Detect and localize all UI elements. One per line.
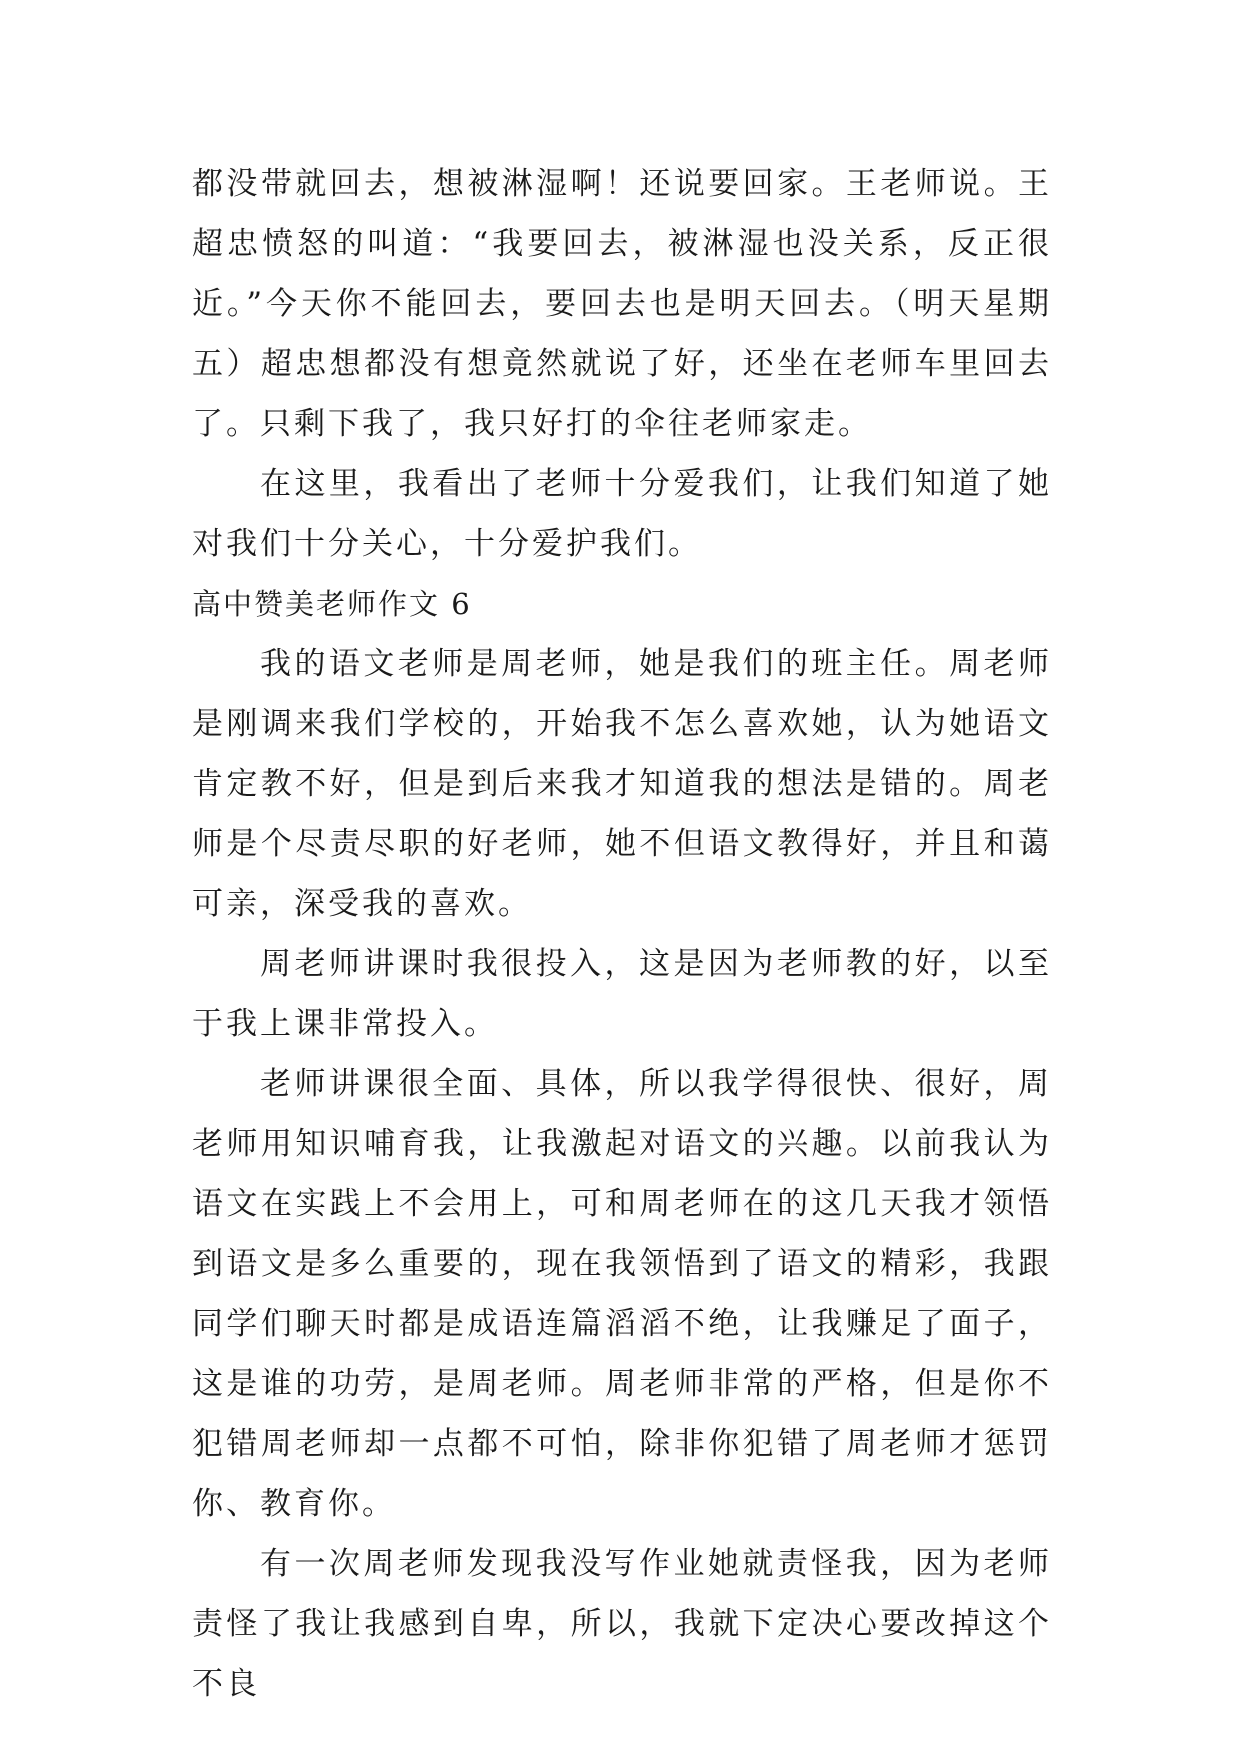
paragraph-4: 周老师讲课时我很投入，这是因为老师教的好，以至于我上课非常投入。 (192, 946, 1052, 1042)
paragraph-3: 我的语文老师是周老师，她是我们的班主任。周老师是刚调来我们学校的，开始我不怎么喜欢她，认为她语文肯定教不好，但是到后来我才知道我的想法是错的。周老师是个尽责尽职的好老师，她不但语文教得好，并且和蔼可亲，深受我的喜欢。 (192, 646, 1052, 922)
document-body (192, 154, 1052, 1714)
paragraph-1: 都没带就回去，想被淋湿啊！还说要回家。王老师说。王超忠愤怒的叫道：“我要回去，被淋湿也没关系，反正很近。”今天你不能回去，要回去也是明天回去。（明天星期五）超忠想都没有想竟然就说了好，还坐在老师车里回去了。只剩下我了，我只好打的伞往老师家走。 (192, 166, 1052, 442)
section-heading: 高中赞美老师作文 6 (192, 587, 472, 621)
paragraph-5: 老师讲课很全面、具体，所以我学得很快、很好，周老师用知识哺育我，让我激起对语文的兴趣。以前我认为语文在实践上不会用上，可和周老师在的这几天我才领悟到语文是多么重要的，现在我领悟到了语文的精彩，我跟同学们聊天时都是成语连篇滔滔不绝，让我赚足了面子，这是谁的功劳，是周老师。周老师非常的严格，但是你不犯错周老师却一点都不可怕，除非你犯错了周老师才惩罚你、教育你。 (192, 1066, 1052, 1522)
paragraph-2: 在这里，我看出了老师十分爱我们，让我们知道了她对我们十分关心，十分爱护我们。 (192, 466, 1052, 562)
paragraph-6: 有一次周老师发现我没写作业她就责怪我，因为老师责怪了我让我感到自卑，所以，我就下定决心要改掉这个不良 (192, 1546, 1052, 1702)
